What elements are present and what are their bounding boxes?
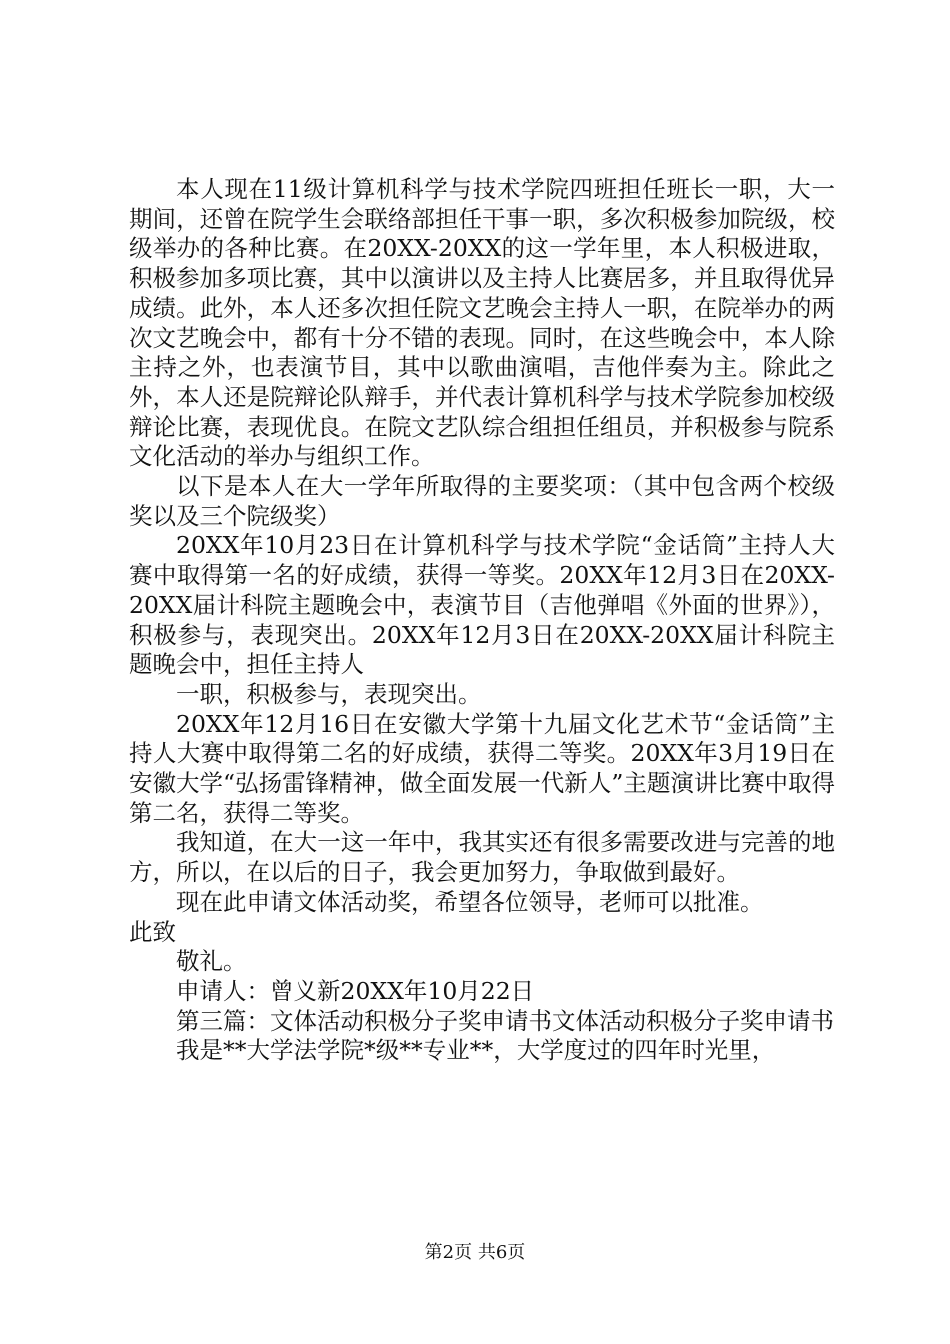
paragraph-award-items-2: 20XX年12月16日在安徽大学第十九届文化艺术节“金话筒”主持人大赛中取得第二名的好成绩，获得二等奖。20XX年3月19日在安徽大学“弘扬雷锋精神，做全面发展一代新人”主题演讲比赛中取得第二名，获得二等奖。	[129, 709, 835, 827]
page-number-footer: 第2页 共6页	[424, 1242, 526, 1263]
paragraph-award-items-1: 20XX年10月23日在计算机科学与技术学院“金话筒”主持人大赛中取得第一名的好成绩，获得一等奖。20XX年12月3日在20XX-20XX届计科院主题晚会中，表演节目（吉他弹唱《外面的世界》），积极参与，表现突出。20XX年12月3日在20XX-20XX届计科院主题晚会中，担任主持人	[129, 531, 835, 679]
closing-jingli: 敬礼。	[176, 947, 247, 976]
paragraph-reflection: 我知道，在大一这一年中，我其实还有很多需要改进与完善的地方，所以，在以后的日子，我会更加努力，争取做到最好。	[129, 828, 835, 887]
paragraph-awards-intro: 以下是本人在大一学年所取得的主要奖项：（其中包含两个校级奖以及三个院级奖）	[129, 472, 835, 530]
paragraph-application-request: 现在此申请文体活动奖，希望各位领导，老师可以批准。	[176, 887, 764, 916]
signature-line: 申请人：曾义新20XX年10月22日	[176, 976, 535, 1005]
paragraph-third-intro: 我是**大学法学院*级**专业**，大学度过的四年时光里，	[176, 1036, 776, 1065]
paragraph-personal-summary: 本人现在11级计算机科学与技术学院四班担任班长一职，大一期间，还曾在院学生会联络部担任干事一职，多次积极参加院级，校级举办的各种比赛。在20XX-20XX的这一学年里，本人积极进取，积极参加多项比赛，其中以演讲以及主持人比赛居多，并且取得优异成绩。此外，本人还多次担任院文艺晚会主持人一职，在院举办的两次文艺晚会中，都有十分不错的表现。同时，在这些晚会中，本人除主持之外，也表演节目，其中以歌曲演唱，吉他伴奏为主。除此之外，本人还是院辩论队辩手，并代表计算机科学与技术学院参加校级辩论比赛，表现优良。在院文艺队综合组担任组员，并积极参与院系文化活动的举办与组织工作。	[129, 175, 835, 471]
document-body	[129, 175, 835, 1066]
paragraph-award-items-continued: 一职，积极参与，表现突出。	[176, 679, 482, 708]
section-heading-third: 第三篇：文体活动积极分子奖申请书文体活动积极分子奖申请书	[176, 1006, 834, 1035]
closing-cizhi: 此致	[129, 917, 176, 946]
